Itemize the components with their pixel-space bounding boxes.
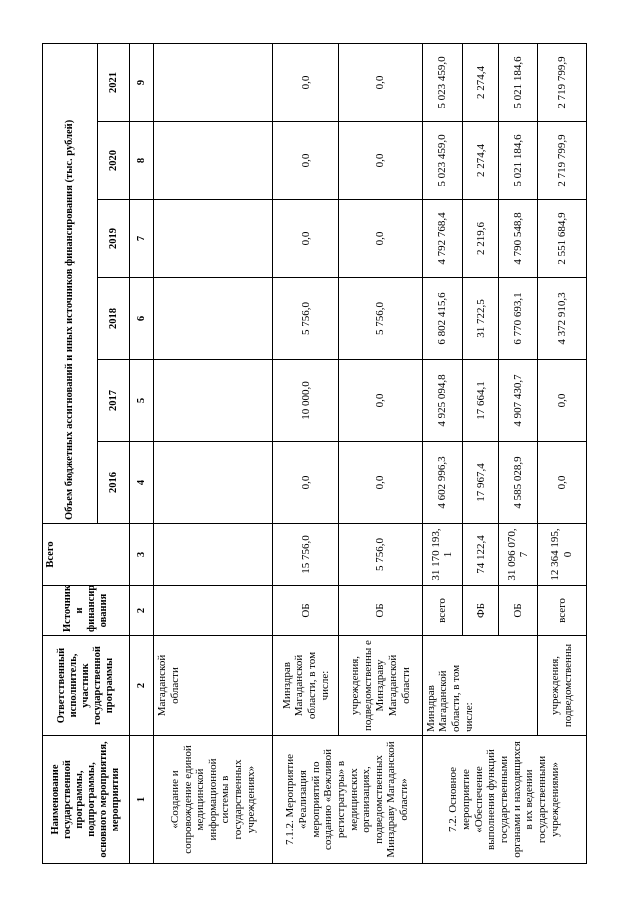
- value: [153, 360, 272, 442]
- header-year: 2018: [98, 278, 130, 360]
- value: 4 925 094,8: [422, 360, 463, 442]
- header-year: 2017: [98, 360, 130, 442]
- value: 10 000,0: [273, 360, 339, 442]
- table-row: [153, 43, 272, 863]
- column-index: 4: [130, 442, 153, 524]
- column-index: 2: [130, 636, 153, 736]
- value: 2 274,4: [463, 43, 499, 121]
- column-index: 9: [130, 43, 153, 121]
- value: 2 274,4: [463, 122, 499, 200]
- program-name: 7.1.2. Мероприятие «Реализация мероприятий по созданию «Вежливой регистратуры» в медицинских организациях, подведомственных Минздраву Магаданской области»: [273, 736, 422, 864]
- value: [153, 43, 272, 121]
- total: [153, 524, 272, 586]
- column-index: 6: [130, 278, 153, 360]
- value: 4 602 996,3: [422, 442, 463, 524]
- header-year: 2021: [98, 43, 130, 121]
- value: 0,0: [339, 360, 422, 442]
- value: 2 719 799,9: [537, 122, 586, 200]
- value: 0,0: [537, 360, 586, 442]
- total: 31 096 070, 7: [499, 524, 537, 586]
- value: 0,0: [339, 442, 422, 524]
- source: ОБ: [499, 586, 537, 636]
- value: [153, 200, 272, 278]
- source: ОБ: [273, 586, 339, 636]
- program-name: «Создание и сопровождение единой медицинской информационной системы в государственных учреждениях»: [153, 736, 272, 864]
- header-source: Источник и финансир ования: [43, 586, 130, 636]
- value: 0,0: [339, 122, 422, 200]
- table-row: [422, 43, 463, 863]
- value: 2 551 684,9: [537, 200, 586, 278]
- total: 5 756,0: [339, 524, 422, 586]
- value: 0,0: [273, 200, 339, 278]
- source: ОБ: [339, 586, 422, 636]
- column-index: 3: [130, 524, 153, 586]
- value: 6 770 693,1: [499, 278, 537, 360]
- table-row: [273, 43, 339, 863]
- executor: учреждения, подведомственны е Минздраву Магаданской области: [339, 636, 422, 736]
- value: 0,0: [273, 43, 339, 121]
- header-volume: Объем бюджетных ассигнований и иных источников финансирования (тыс. рублей): [43, 43, 98, 523]
- value: 4 372 910,3: [537, 278, 586, 360]
- value: [153, 442, 272, 524]
- source: ФБ: [463, 586, 499, 636]
- value: 4 792 768,4: [422, 200, 463, 278]
- value: 17 967,4: [463, 442, 499, 524]
- column-index: 7: [130, 200, 153, 278]
- value: [153, 122, 272, 200]
- total: 12 364 195, 0: [537, 524, 586, 586]
- value: 2 219,6: [463, 200, 499, 278]
- value: [153, 278, 272, 360]
- value: 0,0: [537, 442, 586, 524]
- header-name: Наименование государственной программы, подпрограммы, основного мероприятия, мероприятия: [43, 736, 130, 864]
- header-year: 2016: [98, 442, 130, 524]
- value: 2 719 799,9: [537, 43, 586, 121]
- value: 4 790 548,8: [499, 200, 537, 278]
- header-executor: Ответственный исполнитель, участник государственной программы: [43, 636, 130, 736]
- executor: Минздрав Магаданской области, в том числе:: [273, 636, 339, 736]
- source: всего: [537, 586, 586, 636]
- total: 31 170 193, 1: [422, 524, 463, 586]
- value: 5 023 459,0: [422, 43, 463, 121]
- financing-table: [42, 43, 587, 864]
- value: 5 021 184,6: [499, 43, 537, 121]
- header-year: 2020: [98, 122, 130, 200]
- total: 74 122,4: [463, 524, 499, 586]
- header-total: Всего: [43, 524, 130, 586]
- value: 5 756,0: [273, 278, 339, 360]
- value: 17 664,1: [463, 360, 499, 442]
- executor: Минздрав Магаданской области, в том числе:: [422, 636, 537, 736]
- column-index: 5: [130, 360, 153, 442]
- value: 5 756,0: [339, 278, 422, 360]
- executor: учреждения, подведомственны: [537, 636, 586, 736]
- column-index: 2: [130, 586, 153, 636]
- value: 4 585 028,9: [499, 442, 537, 524]
- header-year: 2019: [98, 200, 130, 278]
- program-name: 7.2. Основное мероприятие «Обеспечение выполнения функций государственными органами и находящихся в их ведении государственными учреждениями»: [422, 736, 586, 864]
- value: 5 021 184,6: [499, 122, 537, 200]
- source: всего: [422, 586, 463, 636]
- column-index: 1: [130, 736, 153, 864]
- value: 4 907 430,7: [499, 360, 537, 442]
- value: 0,0: [273, 122, 339, 200]
- value: 6 802 415,6: [422, 278, 463, 360]
- value: 5 023 459,0: [422, 122, 463, 200]
- source: [153, 586, 272, 636]
- value: 0,0: [273, 442, 339, 524]
- value: 0,0: [339, 200, 422, 278]
- column-index: 8: [130, 122, 153, 200]
- executor: Магаданской области: [153, 636, 272, 736]
- value: 31 722,5: [463, 278, 499, 360]
- value: 0,0: [339, 43, 422, 121]
- rotated-page: [42, 44, 587, 864]
- total: 15 756,0: [273, 524, 339, 586]
